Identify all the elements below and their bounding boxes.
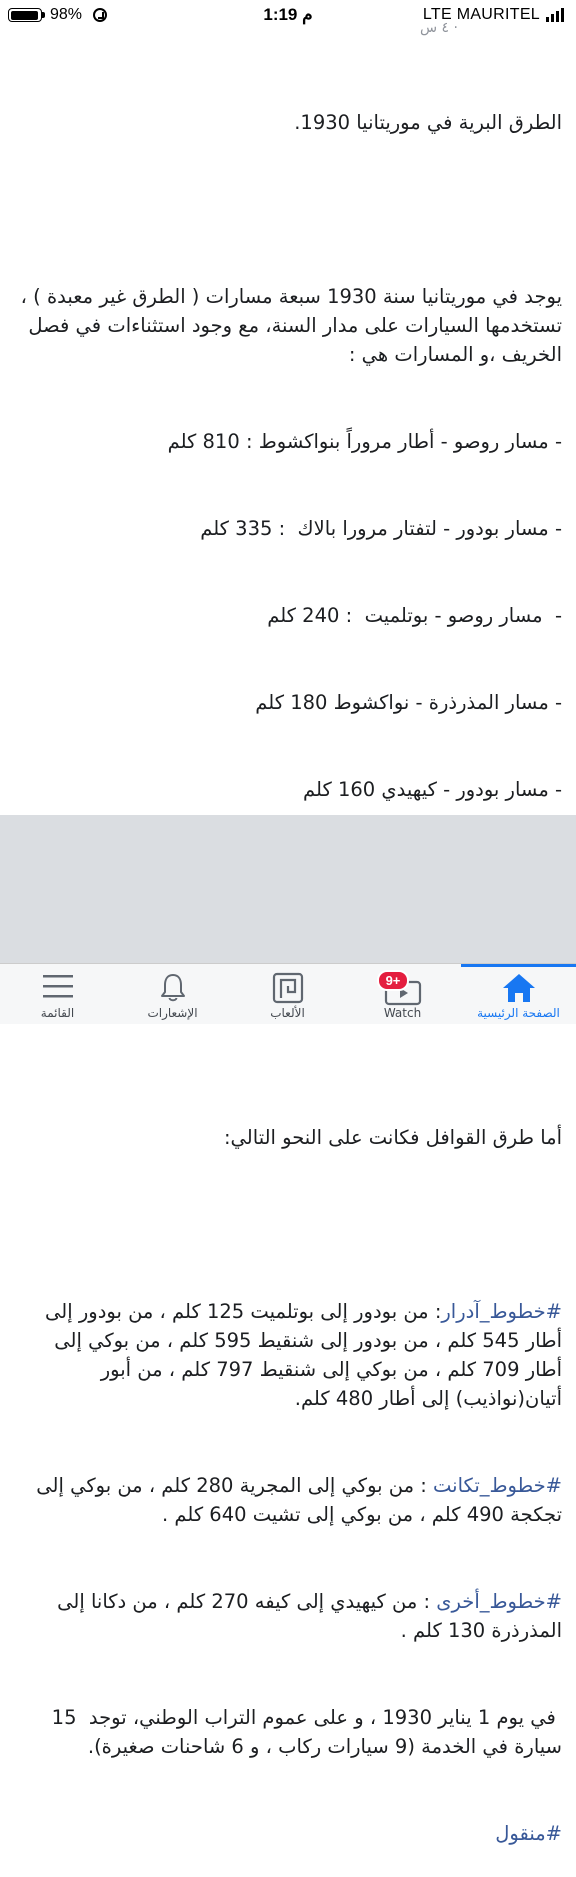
tab-games[interactable] (230, 964, 345, 1025)
tagant-text: : من بوكي إلى المجرية 280 كلم ، من بوكي إلى تجكجة 490 كلم ، من بوكي إلى تشيت 640 كلم . (30, 1474, 562, 1526)
final-paragraph (14, 1819, 562, 1848)
post-line (14, 1036, 562, 1065)
route-item: - مسار روصو - أطار مروراً بنواكشوط : 810 كلم (167, 430, 562, 453)
tab-menu-label: القائمة (40, 1006, 75, 1020)
signal-icon (546, 8, 568, 22)
tab-notifications[interactable] (115, 964, 230, 1025)
adrar-text: : من بودور إلى بوتلميت 125 كلم ، من بودور إلى أطار 545 كلم ، من بودور إلى شنقيط 595 كلم ، من بوكي إلى أطار 709 كلم ، من بوكي إلى شنقيط 797 كلم ، من أبور أتيان(نواذيب) إلى أطار 480 كلم. (38, 1300, 562, 1410)
route-item: - مسار روصو - بوتلميت : 240 كلم (267, 604, 562, 627)
games-icon (272, 972, 304, 1004)
post-intro: يوجد في موريتانيا سنة 1930 سبعة مسارات ( الطرق غير معبدة ) ، تستخدمها السيارات على مدار السنة، مع وجود استثناءات في فصل الخريف ،و المسارات هي : (14, 285, 562, 366)
tab-home[interactable] (461, 964, 576, 1025)
carrier-name: LTE MAURITEL (422, 6, 540, 23)
tab-menu[interactable] (0, 964, 115, 1025)
hashtag-tagant[interactable]: #خطوط_تكانت (433, 1474, 562, 1497)
tab-watch-label: Watch (383, 1006, 422, 1020)
watch-badge: 9+ (377, 970, 409, 991)
cars-paragraph: في يوم 1 يناير 1930 ، و على عموم التراب الوطني، توجد 15 سيارة في الخدمة (9 سيارات ركاب ، و 6 شاحنات صغيرة). (45, 1706, 562, 1758)
bottom-tab-bar (0, 963, 576, 1024)
route-item: - مسار بودور - كيهيدي 160 كلم (303, 778, 562, 801)
home-icon (501, 972, 537, 1004)
tagant-paragraph (14, 1471, 562, 1529)
feed-separator (0, 815, 576, 963)
tab-notifications-label: الإشعارات (147, 1006, 198, 1020)
status-bar (0, 0, 576, 30)
route-item: - مسار بودور - لتفتار مرورا بالاك : 335 كلم (200, 517, 562, 540)
caravan-heading: أما طرق القوافل فكانت على النحو التالي: (223, 1126, 562, 1149)
route-item: - مسار المذرذرة - نواكشوط 180 كلم (255, 691, 562, 714)
hashtag-copied[interactable]: #منقول (495, 1822, 562, 1845)
tab-watch[interactable] (345, 964, 460, 1025)
tab-home-label: الصفحة الرئيسية (477, 1006, 560, 1020)
active-tab-indicator (461, 964, 576, 967)
other-text: : من كيهيدي إلى كيفه 270 كلم ، من دكانا إلى المذرذرة 130 كلم . (50, 1590, 562, 1642)
post-line (14, 195, 562, 224)
menu-icon (42, 972, 74, 1000)
bell-icon (157, 972, 189, 1004)
tab-games-label: الألعاب (270, 1006, 305, 1020)
battery-percent: 98% (50, 6, 83, 23)
hashtag-other[interactable]: #خطوط_أخرى (436, 1590, 562, 1613)
post-line (14, 1210, 562, 1239)
other-paragraph (14, 1587, 562, 1645)
post-timestamp: ٤ س · (420, 20, 458, 36)
post-title: الطرق البرية في موريتانيا 1930. (294, 111, 562, 134)
adrar-paragraph (14, 1297, 562, 1413)
hashtag-adrar[interactable]: #خطوط_آدرار (441, 1300, 562, 1323)
clock: 1:19 م (263, 5, 313, 24)
